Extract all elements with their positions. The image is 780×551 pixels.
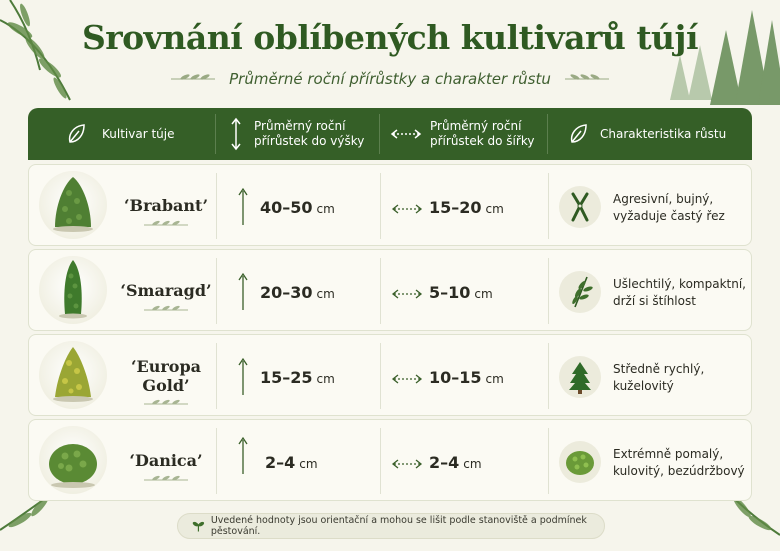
table-header (28, 108, 752, 160)
leaf-divider-left-icon (171, 73, 215, 85)
height-arrow-icon (237, 436, 249, 476)
width-arrow-icon (391, 458, 423, 470)
conifer-icon (559, 356, 601, 398)
leaf-icon (566, 122, 590, 146)
width-growth-value: 15–20 cm (429, 198, 504, 217)
europa-gold-tree-icon (39, 341, 107, 409)
pruning-shears-icon (559, 186, 601, 228)
horizontal-arrow-icon (390, 128, 422, 140)
character-icon-circle (559, 356, 601, 398)
footer-text: Uvedené hodnoty jsou orientační a mohou se lišit podle stanoviště a podmínek pěstování. (210, 515, 587, 537)
leaf-icon (64, 122, 88, 146)
sprig-divider-icon (144, 220, 188, 230)
header-height-growth: Průměrný roční přírůstek do výšky (230, 108, 380, 160)
character-icon-circle (559, 186, 601, 228)
danica-shrub-icon (39, 426, 107, 494)
character-icon-circle (559, 271, 601, 313)
page-title: Srovnání oblíbených kultivarů tújí (81, 18, 699, 57)
table-row (28, 164, 752, 246)
leaf-sprig-icon (559, 271, 601, 313)
width-arrow-icon (391, 373, 423, 385)
table-row (28, 419, 752, 501)
cultivar-name: ‘Europa Gold’ (130, 357, 202, 395)
character-icon-circle (559, 441, 601, 483)
comparison-table (28, 108, 752, 496)
height-growth-value: 2–4 cm (265, 453, 318, 472)
sprig-divider-icon (144, 399, 188, 409)
globe-shrub-icon (559, 441, 601, 483)
growth-character: Agresivní, bujný, vyžaduje častý řez (613, 192, 725, 223)
vertical-arrow-icon (230, 117, 242, 151)
header-width-growth: Průměrný roční přírůstek do šířky (390, 108, 550, 160)
header-cultivar: Kultivar túje (64, 108, 214, 160)
tree-photo-smaragd (39, 256, 107, 324)
subtitle-row (0, 68, 780, 90)
height-growth-value: 20–30 cm (260, 283, 335, 302)
height-arrow-icon (237, 357, 249, 397)
cultivar-name: ‘Danica’ (129, 451, 203, 470)
height-arrow-icon (237, 272, 249, 312)
tree-photo-danica (39, 426, 107, 494)
table-row (28, 334, 752, 416)
width-growth-value: 5–10 cm (429, 283, 493, 302)
height-arrow-icon (237, 187, 249, 227)
tree-photo-europa-gold (39, 341, 107, 409)
seedling-icon (192, 519, 205, 533)
height-growth-value: 40–50 cm (260, 198, 335, 217)
growth-character: Ušlechtilý, kompaktní, drží si štíhlost (613, 277, 746, 308)
sprig-divider-icon (144, 475, 188, 485)
sprig-divider-icon (144, 305, 188, 315)
smaragd-tree-icon (39, 256, 107, 324)
cultivar-name: ‘Brabant’ (123, 196, 209, 215)
growth-character: Extrémně pomalý, kulovitý, bezúdržbový (613, 447, 745, 478)
leaf-divider-right-icon (565, 73, 609, 85)
width-arrow-icon (391, 288, 423, 300)
header-character: Charakteristika růstu (566, 108, 746, 160)
table-row (28, 249, 752, 331)
width-growth-value: 2–4 cm (429, 453, 482, 472)
growth-character: Středně rychlý, kuželovitý (613, 362, 705, 393)
tree-photo-brabant (39, 171, 107, 239)
page-subtitle: Průměrné roční přírůstky a charakter růstu (229, 70, 551, 88)
cultivar-name: ‘Smaragd’ (120, 281, 212, 300)
width-growth-value: 10–15 cm (429, 368, 504, 387)
brabant-tree-icon (39, 171, 107, 239)
height-growth-value: 15–25 cm (260, 368, 335, 387)
footer-note (177, 513, 605, 539)
width-arrow-icon (391, 203, 423, 215)
